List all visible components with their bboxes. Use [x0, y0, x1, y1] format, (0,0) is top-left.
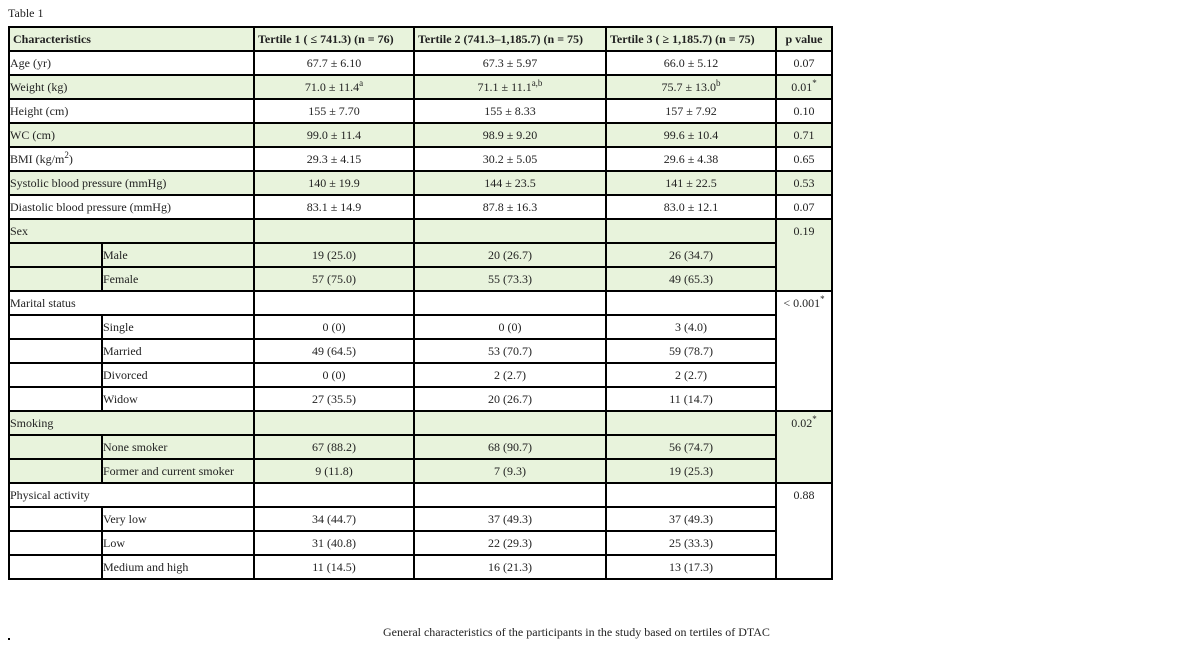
- value-text: 71.1 ± 11.1: [477, 80, 532, 94]
- row-label: [9, 147, 254, 171]
- header-tertile-3: Tertile 3 ( ≥ 1,185.7) (n = 75): [606, 27, 776, 51]
- tertile-3-value: 56 (74.7): [606, 435, 776, 459]
- empty-cell: [606, 219, 776, 243]
- p-value: 0.71: [776, 123, 832, 147]
- table-row-diastolic: [9, 195, 832, 219]
- table-row-systolic: [9, 171, 832, 195]
- value-text: 0.02: [791, 416, 813, 430]
- tertile-1-value: 19 (25.0): [254, 243, 414, 267]
- indent-cell: [9, 507, 102, 531]
- value-text: < 0.001: [783, 296, 821, 310]
- tertile-1-value: 0 (0): [254, 363, 414, 387]
- tertile-1-value: 67.7 ± 6.10: [254, 51, 414, 75]
- table-row-smoking-former: [9, 459, 832, 483]
- sub-row-label: Divorced: [102, 363, 254, 387]
- empty-cell: [414, 219, 606, 243]
- p-value: 0.07: [776, 51, 832, 75]
- table-row-smoking: [9, 411, 832, 435]
- row-label: Diastolic blood pressure (mmHg): [9, 195, 254, 219]
- tertile-2-value: 37 (49.3): [414, 507, 606, 531]
- sub-row-label: Female: [102, 267, 254, 291]
- tertile-3-value: 25 (33.3): [606, 531, 776, 555]
- tertile-2-value: 53 (70.7): [414, 339, 606, 363]
- tertile-3-value: 83.0 ± 12.1: [606, 195, 776, 219]
- tertile-3-value: 11 (14.7): [606, 387, 776, 411]
- header-tertile-1: Tertile 1 ( ≤ 741.3) (n = 76): [254, 27, 414, 51]
- tertile-3-value: 59 (78.7): [606, 339, 776, 363]
- indent-cell: [9, 387, 102, 411]
- tertile-2-value: 20 (26.7): [414, 243, 606, 267]
- tertile-2-value: 87.8 ± 16.3: [414, 195, 606, 219]
- empty-cell: [414, 411, 606, 435]
- tertile-1-value: 31 (40.8): [254, 531, 414, 555]
- tertile-3-value: 49 (65.3): [606, 267, 776, 291]
- tertile-2-value: 98.9 ± 9.20: [414, 123, 606, 147]
- superscript: *: [812, 414, 817, 424]
- header-row: [9, 27, 832, 51]
- table-row-sex-female: [9, 267, 832, 291]
- tertile-2-value: 7 (9.3): [414, 459, 606, 483]
- tertile-3-value: 29.6 ± 4.38: [606, 147, 776, 171]
- footer-dot: [8, 638, 10, 640]
- sub-row-label: Medium and high: [102, 555, 254, 579]
- table-row-marital-married: [9, 339, 832, 363]
- p-value: 0.19: [776, 219, 832, 291]
- tertile-2-value: 55 (73.3): [414, 267, 606, 291]
- indent-cell: [9, 363, 102, 387]
- tertile-3-value: 2 (2.7): [606, 363, 776, 387]
- table-row-smoking-none: [9, 435, 832, 459]
- tertile-3-value: 99.6 ± 10.4: [606, 123, 776, 147]
- group-label: Physical activity: [9, 483, 254, 507]
- tertile-1-value: 9 (11.8): [254, 459, 414, 483]
- sub-row-label: Low: [102, 531, 254, 555]
- table-row-sex-male: [9, 243, 832, 267]
- tertile-3-value: 157 ± 7.92: [606, 99, 776, 123]
- sub-row-label: Widow: [102, 387, 254, 411]
- p-value: 0.10: [776, 99, 832, 123]
- empty-cell: [254, 219, 414, 243]
- indent-cell: [9, 555, 102, 579]
- label-text: BMI (kg/m: [10, 152, 65, 166]
- indent-cell: [9, 459, 102, 483]
- empty-cell: [606, 483, 776, 507]
- tertile-2-value: 0 (0): [414, 315, 606, 339]
- table-row-marital: [9, 291, 832, 315]
- table-row-marital-single: [9, 315, 832, 339]
- indent-cell: [9, 435, 102, 459]
- table-caption: General characteristics of the participants in the study based on tertiles of DTAC: [383, 625, 770, 639]
- label-end: ): [68, 152, 73, 166]
- indent-cell: [9, 315, 102, 339]
- sub-row-label: Male: [102, 243, 254, 267]
- tertile-3-value: 37 (49.3): [606, 507, 776, 531]
- indent-cell: [9, 531, 102, 555]
- table-row-height: [9, 99, 832, 123]
- tertile-1-value: 49 (64.5): [254, 339, 414, 363]
- tertile-1-value: 27 (35.5): [254, 387, 414, 411]
- tertile-2-value: 67.3 ± 5.97: [414, 51, 606, 75]
- tertile-1-value: 140 ± 19.9: [254, 171, 414, 195]
- table-row-bmi: [9, 147, 832, 171]
- empty-cell: [606, 411, 776, 435]
- p-value: [776, 411, 832, 483]
- row-label: Systolic blood pressure (mmHg): [9, 171, 254, 195]
- tertile-2-value: 144 ± 23.5: [414, 171, 606, 195]
- sub-row-label: Married: [102, 339, 254, 363]
- tertile-3-value: 66.0 ± 5.12: [606, 51, 776, 75]
- tertile-3-value: 3 (4.0): [606, 315, 776, 339]
- tertile-2-value: 20 (26.7): [414, 387, 606, 411]
- header-characteristics: Characteristics: [9, 27, 254, 51]
- tertile-1-value: [254, 75, 414, 99]
- value-text: 75.7 ± 13.0: [661, 80, 717, 94]
- tertile-1-value: 99.0 ± 11.4: [254, 123, 414, 147]
- row-label: Age (yr): [9, 51, 254, 75]
- tertile-3-value: 26 (34.7): [606, 243, 776, 267]
- superscript: 2: [64, 150, 69, 160]
- tertile-1-value: 0 (0): [254, 315, 414, 339]
- p-value: 0.53: [776, 171, 832, 195]
- empty-cell: [254, 483, 414, 507]
- table-row-wc: [9, 123, 832, 147]
- sub-row-label: Former and current smoker: [102, 459, 254, 483]
- p-value: 0.65: [776, 147, 832, 171]
- tertile-2-value: 30.2 ± 5.05: [414, 147, 606, 171]
- value-text: 0.01: [791, 80, 813, 94]
- table-label: Table 1: [8, 6, 44, 20]
- p-value: [776, 75, 832, 99]
- table-row-activity-very-low: [9, 507, 832, 531]
- tertile-3-value: 13 (17.3): [606, 555, 776, 579]
- sub-row-label: Single: [102, 315, 254, 339]
- value-text: 71.0 ± 11.4: [304, 80, 360, 94]
- group-label: Marital status: [9, 291, 254, 315]
- row-label: Weight (kg): [9, 75, 254, 99]
- tertile-2-value: 16 (21.3): [414, 555, 606, 579]
- tertile-1-value: 57 (75.0): [254, 267, 414, 291]
- tertile-1-value: 11 (14.5): [254, 555, 414, 579]
- sub-row-label: Very low: [102, 507, 254, 531]
- sub-row-label: None smoker: [102, 435, 254, 459]
- table-row-marital-widow: [9, 387, 832, 411]
- empty-cell: [254, 411, 414, 435]
- tertile-3-value: 19 (25.3): [606, 459, 776, 483]
- table-row-activity: [9, 483, 832, 507]
- tertile-1-value: 67 (88.2): [254, 435, 414, 459]
- tertile-3-value: [606, 75, 776, 99]
- empty-cell: [254, 291, 414, 315]
- group-label: Sex: [9, 219, 254, 243]
- table-row-age: [9, 51, 832, 75]
- characteristics-table: [8, 26, 833, 580]
- header-p-value: p value: [776, 27, 832, 51]
- tertile-2-value: 68 (90.7): [414, 435, 606, 459]
- row-label: Height (cm): [9, 99, 254, 123]
- p-value: 0.88: [776, 483, 832, 579]
- empty-cell: [414, 483, 606, 507]
- superscript: b: [716, 78, 721, 88]
- tertile-2-value: 2 (2.7): [414, 363, 606, 387]
- empty-cell: [606, 291, 776, 315]
- p-value: 0.07: [776, 195, 832, 219]
- tertile-1-value: 34 (44.7): [254, 507, 414, 531]
- table-row-activity-medium-high: [9, 555, 832, 579]
- tertile-1-value: 83.1 ± 14.9: [254, 195, 414, 219]
- tertile-2-value: [414, 75, 606, 99]
- indent-cell: [9, 339, 102, 363]
- indent-cell: [9, 243, 102, 267]
- p-value: [776, 291, 832, 411]
- superscript: a,b: [531, 78, 543, 88]
- group-label: Smoking: [9, 411, 254, 435]
- table-row-sex: [9, 219, 832, 243]
- tertile-2-value: 155 ± 8.33: [414, 99, 606, 123]
- row-label: WC (cm): [9, 123, 254, 147]
- superscript: *: [812, 78, 817, 88]
- tertile-1-value: 29.3 ± 4.15: [254, 147, 414, 171]
- indent-cell: [9, 267, 102, 291]
- tertile-1-value: 155 ± 7.70: [254, 99, 414, 123]
- table-row-weight: [9, 75, 832, 99]
- header-tertile-2: Tertile 2 (741.3–1,185.7) (n = 75): [414, 27, 606, 51]
- tertile-2-value: 22 (29.3): [414, 531, 606, 555]
- tertile-3-value: 141 ± 22.5: [606, 171, 776, 195]
- superscript: *: [820, 294, 825, 304]
- table-row-marital-divorced: [9, 363, 832, 387]
- table-row-activity-low: [9, 531, 832, 555]
- superscript: a: [359, 78, 364, 88]
- empty-cell: [414, 291, 606, 315]
